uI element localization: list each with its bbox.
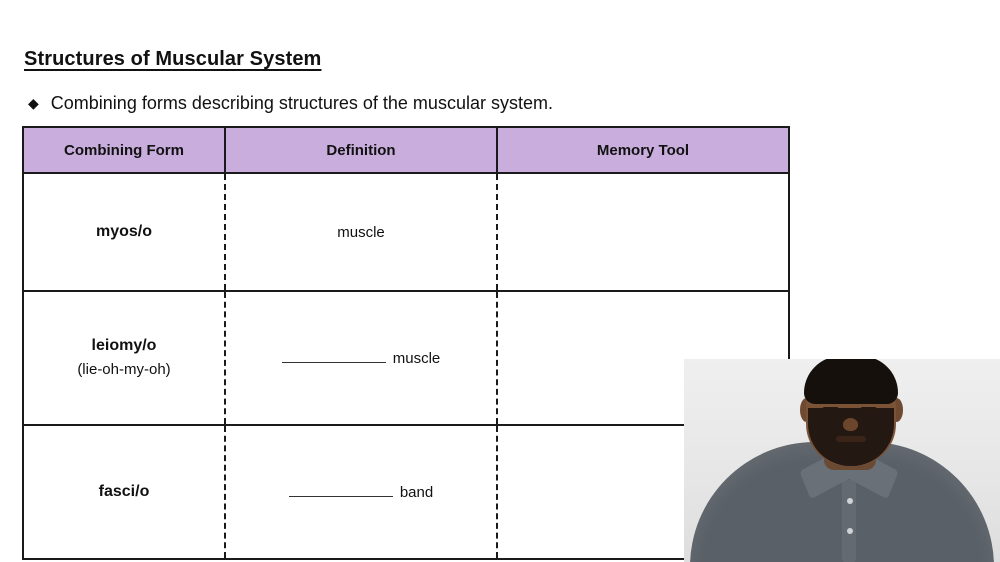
- table-row: [23, 291, 789, 425]
- table-row: [23, 425, 789, 559]
- column-header-definition: Definition: [225, 127, 497, 173]
- shirt-button-icon: [847, 528, 853, 534]
- page-title: Structures of Muscular System: [24, 48, 322, 70]
- combining-forms-table: [22, 126, 778, 560]
- presenter-mouth: [836, 436, 866, 442]
- presenter-nose: [843, 418, 858, 431]
- column-header-memory-tool: Memory Tool: [497, 127, 789, 173]
- definition-text: muscle: [337, 223, 385, 241]
- presenter-eyebrow-left: [819, 397, 840, 402]
- cell-combining-form: [23, 425, 225, 559]
- instructor-video-overlay: [684, 359, 1000, 562]
- term-text: fasci/o: [98, 483, 150, 500]
- cell-combining-form: [23, 173, 225, 291]
- cell-combining-form: [23, 291, 225, 425]
- cell-definition: [225, 425, 497, 559]
- table-row: [23, 173, 789, 291]
- fill-in-blank-line: [289, 483, 393, 497]
- bullet-point: [28, 90, 553, 116]
- bullet-text: Combining forms describing structures of the muscular system.: [50, 93, 553, 113]
- presenter-eye-left: [822, 407, 839, 412]
- table-header-row: [23, 127, 789, 173]
- cell-memory-tool: [497, 173, 789, 291]
- presenter-hair: [804, 359, 898, 404]
- cell-definition: [225, 173, 497, 291]
- cell-definition: [225, 291, 497, 425]
- definition-text: band: [399, 484, 434, 501]
- column-header-combining-form: Combining Form: [23, 127, 225, 173]
- shirt-placket: [842, 480, 856, 562]
- presenter-eyebrow-right: [858, 397, 879, 402]
- definition-text: muscle: [392, 350, 441, 367]
- term-text: myos/o: [95, 223, 152, 240]
- pronunciation-text: (lie-oh-my-oh): [77, 361, 171, 378]
- fill-in-blank-line: [282, 349, 386, 363]
- presenter-eye-right: [860, 407, 877, 412]
- shirt-button-icon: [847, 498, 853, 504]
- term-text: leiomy/o: [91, 337, 157, 354]
- diamond-bullet-icon: ◆: [28, 95, 39, 111]
